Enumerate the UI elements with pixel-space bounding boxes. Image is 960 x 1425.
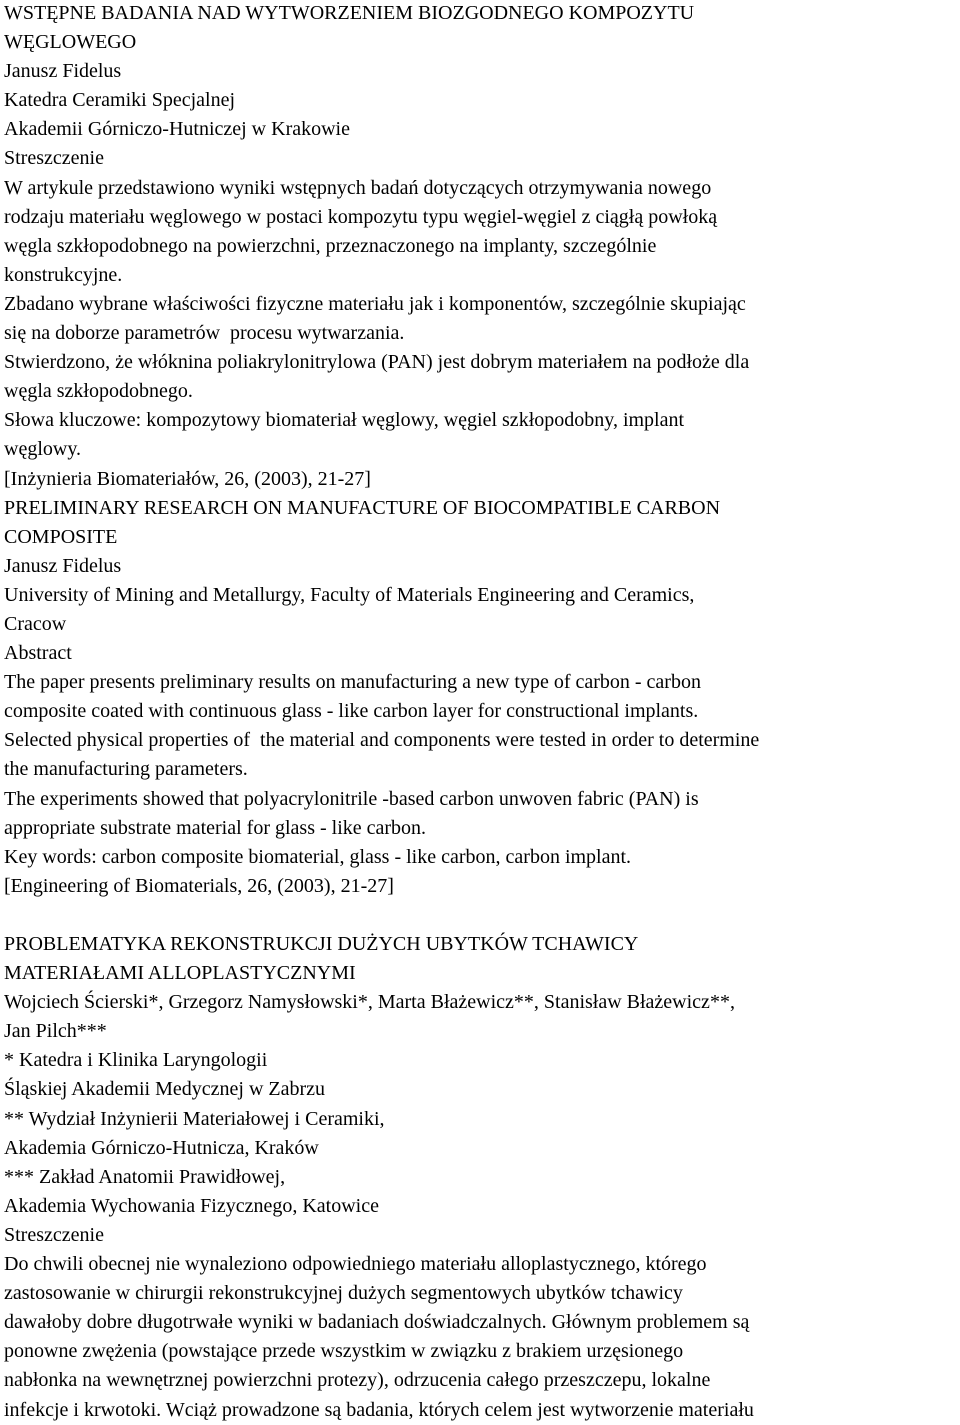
article-2-affiliation-line-6: Akademia Wychowania Fizycznego, Katowice bbox=[4, 1194, 379, 1217]
article-1-en-abstract-line-3: Selected physical properties of the material and components were tested in order to determine bbox=[4, 729, 760, 752]
article-2-abstract-line-1: Do chwili obecnej nie wynaleziono odpowiedniego materiału alloplastycznego, którego bbox=[4, 1253, 707, 1276]
article-1-en-abstract-line-1: The paper presents preliminary results on manufacturing a new type of carbon - carbon bbox=[4, 671, 701, 694]
article-1-en-abstract-heading: Abstract bbox=[4, 642, 72, 665]
article-1-en-abstract-line-5: The experiments showed that polyacrylonitrile -based carbon unwoven fabric (PAN) is bbox=[4, 787, 699, 810]
article-2-affiliation-line-1: * Katedra i Klinika Laryngologii bbox=[4, 1049, 268, 1072]
article-2 bbox=[4, 930, 958, 1425]
article-1-en-affiliation-line-2: Cracow bbox=[4, 612, 67, 635]
article-1-en-abstract-line-6: appropriate substrate material for glass - like carbon. bbox=[4, 816, 427, 839]
article-1-abstract-line-8: węgla szkłopodobnego. bbox=[4, 380, 193, 403]
article-2-title-line-2: MATERIAŁAMI ALLOPLASTYCZNYMI bbox=[4, 962, 356, 985]
article-2-affiliation-line-2: Śląskiej Akademii Medycznej w Zabrzu bbox=[4, 1078, 326, 1101]
article-1-author: Janusz Fidelus bbox=[4, 60, 122, 83]
article-1-keywords-line-2: węglowy. bbox=[4, 438, 82, 461]
article-1-abstract-line-6: się na doborze parametrów procesu wytwarzania. bbox=[4, 322, 405, 345]
article-2-abstract-heading: Streszczenie bbox=[4, 1223, 104, 1246]
article-2-abstract-line-6: infekcje i krwotoki. Wciąż prowadzone są badania, których celem jest wytworzenie materiału bbox=[4, 1398, 754, 1421]
section-spacer bbox=[4, 901, 958, 930]
article-1-en-author: Janusz Fidelus bbox=[4, 554, 122, 577]
article-1-abstract-line-2: rodzaju materiału węglowego w postaci kompozytu typu węgiel-węgiel z ciągłą powłoką bbox=[4, 205, 718, 228]
article-2-authors-line-1: Wojciech Ścierski*, Grzegorz Namysłowski*, Marta Błażewicz**, Stanisław Błażewicz**, bbox=[4, 991, 735, 1014]
article-2-affiliation-line-4: Akademia Górniczo-Hutnicza, Kraków bbox=[4, 1136, 319, 1159]
article-1-keywords-line-1: Słowa kluczowe: kompozytowy biomateriał węglowy, węgiel szkłopodobny, implant bbox=[4, 409, 685, 432]
article-2-abstract-line-3: dawałoby dobre długotrwałe wyniki w badaniach doświadczalnych. Głównym problemem są bbox=[4, 1311, 750, 1334]
document-page bbox=[4, 0, 958, 1425]
article-1-english bbox=[4, 494, 958, 901]
article-1 bbox=[4, 0, 958, 494]
article-1-en-keywords: Key words: carbon composite biomaterial, glass - like carbon, carbon implant. bbox=[4, 845, 632, 868]
article-1-title-line-1: WSTĘPNE BADANIA NAD WYTWORZENIEM BIOZGODNEGO KOMPOZYTU bbox=[4, 2, 695, 24]
article-1-affiliation-line-2: Akademii Górniczo-Hutniczej w Krakowie bbox=[4, 118, 350, 141]
article-2-affiliation-line-3: ** Wydział Inżynierii Materiałowej i Ceramiki, bbox=[4, 1107, 385, 1130]
article-1-en-affiliation-line-1: University of Mining and Metallurgy, Faculty of Materials Engineering and Ceramics, bbox=[4, 583, 695, 606]
article-2-affiliation-line-5: *** Zakład Anatomii Prawidłowej, bbox=[4, 1165, 286, 1188]
article-1-abstract-line-3: węgla szkłopodobnego na powierzchni, przeznaczonego na implanty, szczególnie bbox=[4, 234, 657, 257]
article-2-abstract-line-4: ponowne zwężenia (powstające przede wszystkim w związku z brakiem urzęsionego bbox=[4, 1340, 684, 1363]
article-1-abstract-line-5: Zbadano wybrane właściwości fizyczne materiału jak i komponentów, szczególnie skupiając bbox=[4, 292, 746, 315]
article-1-en-abstract-line-2: composite coated with continuous glass - like carbon layer for constructional implants. bbox=[4, 700, 699, 723]
article-1-en-title-line-1: PRELIMINARY RESEARCH ON MANUFACTURE OF BIOCOMPATIBLE CARBON bbox=[4, 496, 721, 519]
article-1-abstract-line-7: Stwierdzono, że włóknina poliakrylonitrylowa (PAN) jest dobrym materiałem na podłoże dla bbox=[4, 351, 750, 374]
article-1-affiliation-line-1: Katedra Ceramiki Specjalnej bbox=[4, 89, 236, 112]
article-1-citation: [Inżynieria Biomateriałów, 26, (2003), 21-27] bbox=[4, 467, 371, 490]
article-1-abstract-line-1: W artykule przedstawiono wyniki wstępnych badań dotyczących otrzymywania nowego bbox=[4, 176, 712, 199]
article-1-en-title-line-2: COMPOSITE bbox=[4, 525, 118, 548]
article-1-en-citation: [Engineering of Biomaterials, 26, (2003), 21-27] bbox=[4, 874, 394, 897]
article-1-en-abstract-line-4: the manufacturing parameters. bbox=[4, 758, 248, 781]
article-1-abstract-heading: Streszczenie bbox=[4, 147, 104, 170]
article-1-title-line-2: WĘGLOWEGO bbox=[4, 31, 137, 54]
article-2-title-line-1: PROBLEMATYKA REKONSTRUKCJI DUŻYCH UBYTKÓW TCHAWICY bbox=[4, 933, 639, 955]
article-2-abstract-line-2: zastosowanie w chirurgii rekonstrukcyjnej dużych segmentowych ubytków tchawicy bbox=[4, 1282, 683, 1305]
article-2-authors-line-2: Jan Pilch*** bbox=[4, 1020, 107, 1043]
article-1-abstract-line-4: konstrukcyjne. bbox=[4, 263, 123, 286]
article-2-abstract-line-5: nabłonka na wewnętrznej powierzchni protezy), odrzucenia całego przeszczepu, lokalne bbox=[4, 1369, 711, 1392]
